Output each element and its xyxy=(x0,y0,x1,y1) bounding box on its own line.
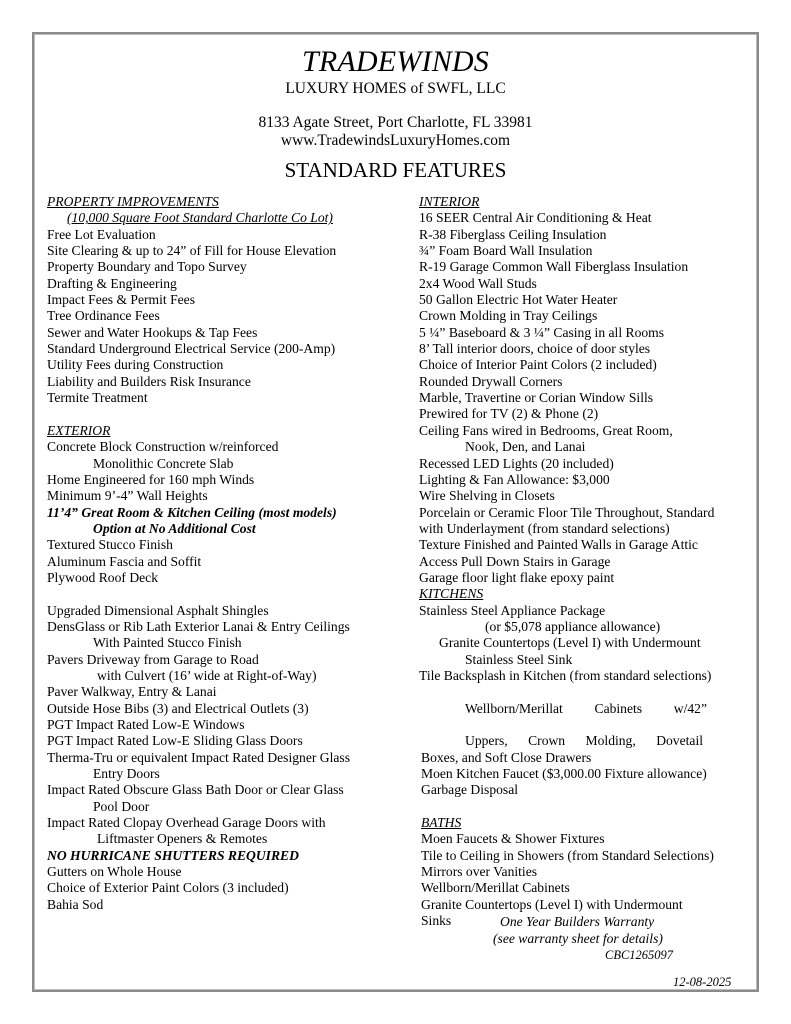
page-title: STANDARD FEATURES xyxy=(284,158,507,182)
kitchen-cabinets-line1 xyxy=(419,701,707,717)
list-item: Therma-Tru or equivalent Impact Rated Designer Glass xyxy=(47,749,351,765)
spacer xyxy=(419,717,749,733)
list-item: Wire Shelving in Closets xyxy=(419,488,555,504)
list-item: R-38 Fiberglass Ceiling Insulation xyxy=(419,226,607,242)
list-item: Plywood Roof Deck xyxy=(47,569,159,585)
kitchen-cabinets-line2 xyxy=(419,733,703,749)
license-number: CBC1265097 xyxy=(605,948,674,962)
list-item: 2x4 Wood Wall Studs xyxy=(419,275,537,291)
list-item: Free Lot Evaluation xyxy=(47,226,156,242)
list-item: 5 ¼” Baseboard & 3 ¼” Casing in all Rooms xyxy=(419,324,665,340)
word: w/42” xyxy=(673,700,707,716)
list-item: Garage floor light flake epoxy paint xyxy=(419,569,615,585)
section-heading-interior: INTERIOR xyxy=(419,194,480,209)
list-item: Aluminum Fascia and Soffit xyxy=(47,553,202,569)
list-item-continuation: Liftmaster Openers & Remotes xyxy=(97,831,268,847)
list-item: Sinks xyxy=(421,913,452,929)
list-item: Site Clearing & up to 24” of Fill for House Elevation xyxy=(47,243,337,259)
list-item-continuation: Nook, Den, and Lanai xyxy=(465,439,586,455)
list-item-continuation: with Culvert (16’ wide at Right-of-Way) xyxy=(97,667,317,683)
list-item: Stainless Steel Appliance Package xyxy=(419,602,606,618)
section-heading-exterior: EXTERIOR xyxy=(47,422,111,438)
list-item: with Underlayment (from standard selections) xyxy=(419,520,670,536)
list-item: Prewired for TV (2) & Phone (2) xyxy=(419,406,599,422)
list-item: Minimum 9’-4” Wall Heights xyxy=(47,488,208,504)
list-item: Standard Underground Electrical Service (200-Amp) xyxy=(47,341,336,357)
list-item-continuation: With Painted Stucco Finish xyxy=(93,635,242,651)
list-item: R-19 Garage Common Wall Fiberglass Insulation xyxy=(419,259,689,275)
list-item: Gutters on Whole House xyxy=(47,864,182,880)
list-item: Moen Kitchen Faucet ($3,000.00 Fixture allowance) xyxy=(421,766,707,782)
spacer xyxy=(419,684,749,700)
word: Molding, xyxy=(585,733,636,749)
list-item: 16 SEER Central Air Conditioning & Heat xyxy=(419,210,652,226)
list-item-highlight-continuation: Option at No Additional Cost xyxy=(93,520,256,536)
right-column xyxy=(419,194,749,929)
company-address: 8133 Agate Street, Port Charlotte, FL 33981 xyxy=(258,114,533,131)
list-item: Sewer and Water Hookups & Tap Fees xyxy=(47,324,258,340)
list-item: Ceiling Fans wired in Bedrooms, Great Room, xyxy=(419,422,673,438)
company-name: LUXURY HOMES of SWFL, LLC xyxy=(285,80,506,97)
list-item: Granite Countertops (Level I) with Undermount xyxy=(439,635,701,651)
list-item: Impact Fees & Permit Fees xyxy=(47,292,195,308)
list-item: Textured Stucco Finish xyxy=(47,537,173,553)
list-item: Bahia Sod xyxy=(47,896,104,912)
spacer xyxy=(419,799,749,815)
list-item-continuation: Entry Doors xyxy=(93,766,160,782)
list-item: Tree Ordinance Fees xyxy=(47,308,160,324)
word: Uppers, xyxy=(465,733,508,749)
list-item: Paver Walkway, Entry & Lanai xyxy=(47,684,217,700)
property-subheading-text: (10,000 Square Foot Standard Charlotte Co Lot) xyxy=(67,210,333,226)
warranty-note: (see warranty sheet for details) xyxy=(493,931,663,946)
list-item: Garbage Disposal xyxy=(421,782,519,798)
list-item: Drafting & Engineering xyxy=(47,275,177,291)
list-item: Choice of Exterior Paint Colors (3 included) xyxy=(47,880,289,896)
word: Crown xyxy=(528,733,566,749)
list-item: Granite Countertops (Level I) with Undermount xyxy=(421,896,683,912)
section-heading-kitchens: KITCHENS xyxy=(419,586,484,602)
list-item: Utility Fees during Construction xyxy=(47,357,224,373)
list-item: Choice of Interior Paint Colors (2 included) xyxy=(419,357,657,373)
list-item: Home Engineered for 160 mph Winds xyxy=(47,471,255,487)
list-item-highlight: NO HURRICANE SHUTTERS REQUIRED xyxy=(47,847,299,863)
word: Dovetail xyxy=(656,733,703,749)
list-item: Lighting & Fan Allowance: $3,000 xyxy=(419,471,610,487)
spacer xyxy=(47,406,407,422)
section-heading-property: PROPERTY IMPROVEMENTS xyxy=(47,194,219,209)
property-subheading xyxy=(47,210,407,226)
company-website: www.TradewindsLuxuryHomes.com xyxy=(280,132,511,149)
list-item: Concrete Block Construction w/reinforced xyxy=(47,439,279,455)
list-item: Property Boundary and Topo Survey xyxy=(47,259,247,275)
list-item: Wellborn/Merillat Cabinets xyxy=(421,880,570,896)
list-item: Tile to Ceiling in Showers (from Standard Selections) xyxy=(421,847,714,863)
list-item-continuation: (or $5,078 appliance allowance) xyxy=(485,618,661,634)
list-item: Recessed LED Lights (20 included) xyxy=(419,455,614,471)
list-item-continuation: Pool Door xyxy=(93,798,150,814)
list-item: Access Pull Down Stairs in Garage xyxy=(419,553,611,569)
list-item-highlight: 11’4” Great Room & Kitchen Ceiling (most models) xyxy=(47,504,337,520)
document-date: 12-08-2025 xyxy=(673,975,732,989)
list-item: DensGlass or Rib Lath Exterior Lanai & Entry Ceilings xyxy=(47,618,350,634)
word: Wellborn/Merillat xyxy=(465,700,563,716)
list-item: 50 Gallon Electric Hot Water Heater xyxy=(419,292,618,308)
list-item: PGT Impact Rated Low-E Windows xyxy=(47,717,245,732)
list-item-continuation: Monolithic Concrete Slab xyxy=(93,455,234,471)
list-item: ¾” Foam Board Wall Insulation xyxy=(419,243,593,259)
list-item-continuation: Stainless Steel Sink xyxy=(465,651,573,667)
list-item: Outside Hose Bibs (3) and Electrical Outlets (3) xyxy=(47,700,309,716)
list-item: Pavers Driveway from Garage to Road xyxy=(47,651,259,667)
warranty-text: One Year Builders Warranty xyxy=(500,914,655,929)
left-column xyxy=(47,194,407,913)
word: Cabinets xyxy=(594,700,643,716)
brand-name: TRADEWINDS xyxy=(302,45,489,78)
list-item: Moen Faucets & Shower Fixtures xyxy=(421,831,605,847)
list-item: Impact Rated Obscure Glass Bath Door or Clear Glass xyxy=(47,782,344,798)
list-item: Crown Molding in Tray Ceilings xyxy=(419,308,598,324)
list-item: 8’ Tall interior doors, choice of door styles xyxy=(419,341,651,357)
list-item: Liability and Builders Risk Insurance xyxy=(47,373,251,389)
list-item-continuation: Boxes, and Soft Close Drawers xyxy=(421,749,592,765)
list-item: Tile Backsplash in Kitchen (from standard selections) xyxy=(419,667,712,683)
document-header xyxy=(34,44,757,183)
list-item: Upgraded Dimensional Asphalt Shingles xyxy=(47,602,269,618)
spacer xyxy=(47,586,407,602)
list-item: Termite Treatment xyxy=(47,390,148,406)
list-item: Impact Rated Clopay Overhead Garage Doors with xyxy=(47,815,326,831)
list-item: Texture Finished and Painted Walls in Garage Attic xyxy=(419,537,698,553)
list-item: Mirrors over Vanities xyxy=(421,864,538,880)
list-item: Porcelain or Ceramic Floor Tile Throughout, Standard xyxy=(419,504,715,520)
section-heading-baths: BATHS xyxy=(421,815,462,831)
list-item: PGT Impact Rated Low-E Sliding Glass Doors xyxy=(47,733,303,749)
list-item: Marble, Travertine or Corian Window Sills xyxy=(419,390,654,406)
list-item: Rounded Drywall Corners xyxy=(419,373,563,389)
